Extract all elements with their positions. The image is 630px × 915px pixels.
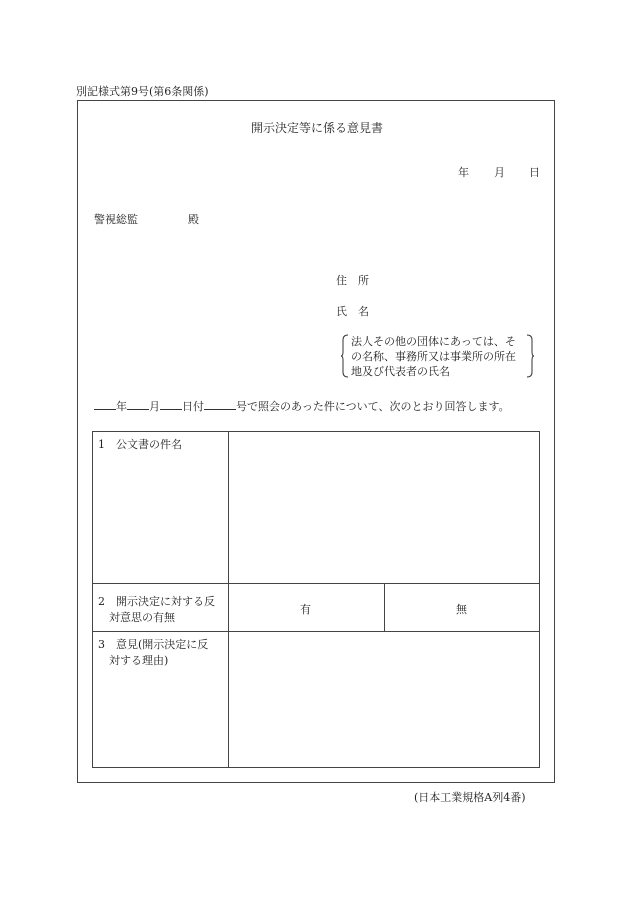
table-hline-1 [92, 583, 540, 584]
row1-label: 1 公文書の件名 [98, 438, 182, 451]
table-hline-2 [92, 631, 540, 632]
row1-value[interactable] [232, 436, 536, 580]
paper-size-note: (日本工業規格A列4番) [414, 791, 526, 804]
addressee-honorific: 殿 [188, 213, 199, 226]
reply-month-label: 月 [149, 400, 160, 413]
row3-label-line-2: 対する理由) [98, 654, 169, 667]
bracket-left-icon [341, 334, 349, 378]
corp-note-line-3: 地及び代表者の氏名 [351, 365, 450, 378]
row2-label-line-2: 対意思の有無 [98, 611, 175, 624]
reply-day-label: 日付 [182, 400, 204, 413]
row3-value[interactable] [232, 636, 536, 764]
reply-year-label: 年 [116, 400, 127, 413]
row3-label-line-1: 3 意見(開示決定に反 [98, 638, 209, 651]
blank-month [127, 399, 149, 410]
form-title: 開示決定等に係る意見書 [251, 121, 384, 135]
corp-note-line-1: 法人その他の団体にあっては、そ [351, 335, 516, 348]
option-no[interactable]: 無 [456, 603, 467, 616]
name-label: 氏 名 [336, 305, 369, 318]
row2-label-line-1: 2 開示決定に対する反 [98, 595, 215, 608]
reply-sentence [94, 398, 510, 414]
date-month: 月 [494, 166, 505, 179]
addressee-name: 警視総監 [94, 213, 138, 226]
table-vline-yesno [384, 583, 385, 631]
date-day: 日 [529, 166, 540, 179]
table-vline-label [228, 431, 229, 768]
corp-note-line-2: の名称、事務所又は事業所の所在 [351, 350, 516, 363]
blank-number [204, 399, 236, 410]
address-label: 住 所 [336, 274, 369, 287]
blank-year [94, 399, 116, 410]
blank-day [160, 399, 182, 410]
date-year: 年 [458, 166, 469, 179]
form-number: 別記様式第9号(第6条関係) [76, 85, 209, 98]
reply-rest: 号で照会のあった件について、次のとおり回答します。 [236, 400, 510, 413]
bracket-right-icon [526, 334, 534, 378]
option-yes[interactable]: 有 [300, 603, 311, 616]
